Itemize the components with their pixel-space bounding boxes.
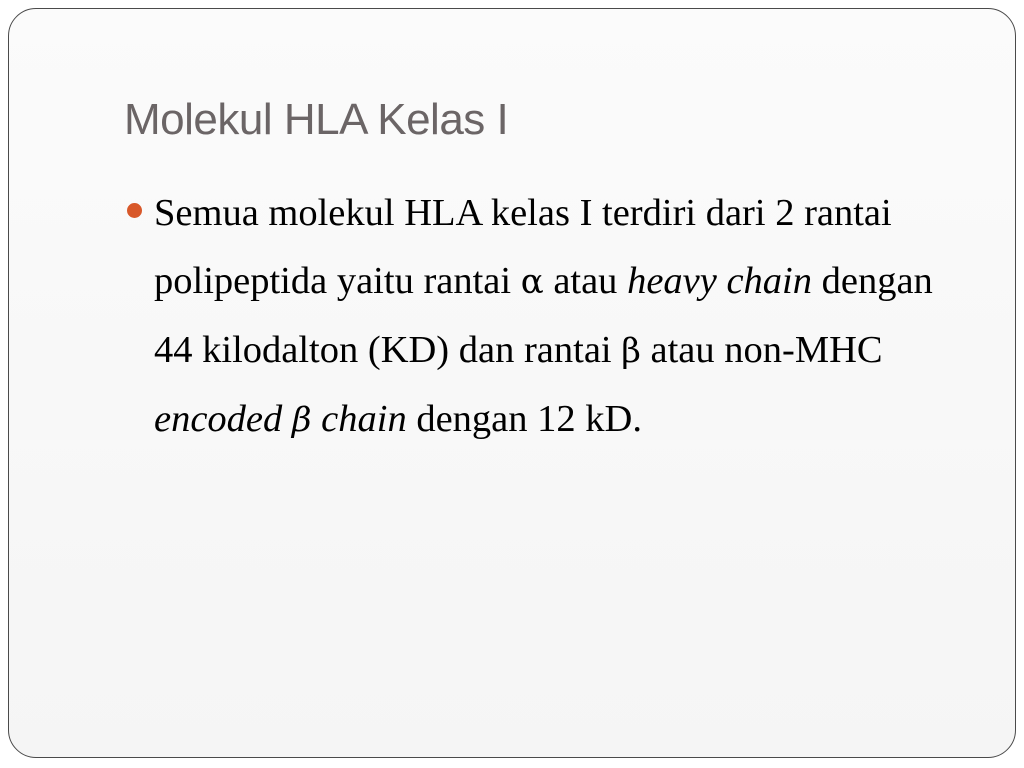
slide-title: Molekul HLA Kelas I bbox=[124, 95, 509, 144]
bullet-text-part: atau bbox=[543, 260, 628, 302]
chain-term: chain bbox=[321, 398, 407, 440]
bullet-dot-icon bbox=[127, 203, 142, 218]
bullet-list bbox=[124, 179, 954, 454]
bullet-text-part bbox=[312, 398, 322, 440]
bullet-text-part: dengan 44 kilodalton (KD) dan rantai bbox=[154, 260, 933, 371]
beta-italic-symbol: β bbox=[291, 400, 312, 440]
slide-frame bbox=[8, 8, 1016, 758]
beta-symbol: β bbox=[621, 331, 641, 371]
bullet-text-part bbox=[282, 398, 292, 440]
alpha-symbol: α bbox=[520, 262, 544, 302]
heavy-chain-term: heavy chain bbox=[627, 260, 812, 302]
bullet-text-part: dengan 12 kD. bbox=[406, 398, 642, 440]
encoded-term: encoded bbox=[154, 398, 283, 440]
bullet-item bbox=[124, 179, 954, 454]
bullet-text-part: atau non-MHC bbox=[640, 329, 883, 371]
bullet-text-part: Semua molekul HLA kelas I terdiri dari 2 rantai polipeptida yaitu rantai bbox=[154, 192, 892, 302]
